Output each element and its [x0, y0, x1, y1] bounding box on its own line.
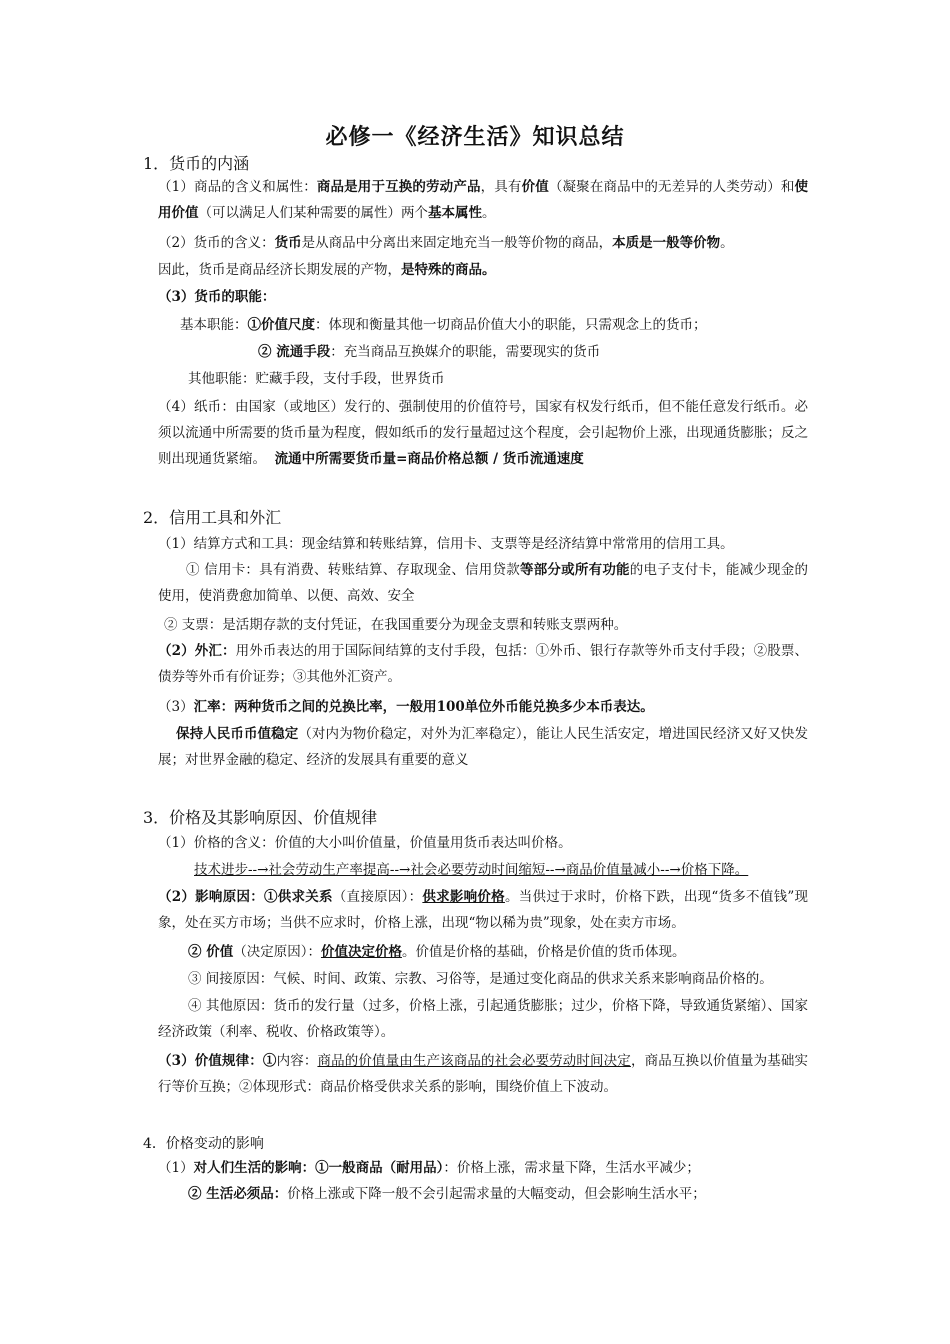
bold-text: （2）外汇： — [158, 643, 236, 659]
text: ，具有 — [480, 179, 522, 195]
s4-paragraph-1 — [158, 1158, 808, 1178]
section-1-heading: 1．货币的内涵 — [143, 154, 250, 173]
bold-text: 是特殊的商品。 — [401, 262, 496, 278]
text: ：充当商品互换媒介的职能，需要现实的货币 — [330, 344, 601, 360]
bold-text: 等部分或所有功能 — [519, 562, 630, 578]
text: ，商品互换以价值量为基础实行等价互换；②体现形式：商品价格受供求关系的影响，围绕价值上下波动。 — [158, 1053, 808, 1095]
s3-price-definition: （1）价格的含义：价值的大小叫价值量，价值量用货币表达叫价格。 — [158, 835, 572, 851]
bold-text: （2）影响原因：①供求关系 — [158, 889, 333, 905]
text: （可以满足人们某种需要的属性）两个 — [198, 205, 428, 221]
text: 。 — [482, 205, 496, 221]
bold-text: 汇率：两种货币之间的兑换比率，一般用100单位外币能兑换多少本币表达。 — [193, 699, 654, 715]
s1-paper-money — [158, 394, 808, 472]
s1-basic-function-2 — [258, 342, 908, 362]
text: （对内为物价稳定，对外为汇率稳定），能让人民生活安定，增进国民经济又好又快发展；对世界金融的稳定、经济的发展具有重要的意义 — [158, 726, 809, 768]
s2-credit-card — [158, 557, 808, 609]
section-3-heading: 3．价格及其影响原因、价值规律 — [143, 808, 378, 827]
text: 。当供过于求时，价格下跌，出现“货多不值钱”现象，处在买方市场；当供不应求时，价格上涨，出现“物以稀为贵”现象，处在卖方市场。 — [158, 889, 808, 931]
text: （决定原因）： — [233, 944, 321, 960]
text: （凝聚在商品中的无差异的人类劳动）和 — [548, 179, 795, 195]
bold-text: ② 生活必须品： — [188, 1186, 288, 1202]
text: 内容： — [276, 1053, 318, 1069]
section-2-heading: 2．信用工具和外汇 — [143, 508, 282, 527]
formula: 流通中所需要货币量=商品价格总额 / 货币流通速度 — [274, 451, 584, 467]
bold-text: 保持人民币币值稳定 — [176, 726, 299, 742]
text: ：价格上涨，需求量下降，生活水平减少； — [443, 1160, 700, 1176]
text: （直接原因）： — [332, 889, 423, 905]
text: 因此，货币是商品经济长期发展的产物， — [158, 262, 401, 278]
s3-law-of-value — [158, 1048, 808, 1100]
s1-money-functions-heading — [158, 287, 808, 307]
bold-text: 基本属性 — [428, 205, 482, 221]
bold-text: 商品是用于互换的劳动产品 — [316, 179, 481, 195]
text: ：体现和衡量其他一切商品价值大小的职能，只需观念上的货币； — [315, 317, 707, 333]
underlined-text: 商品的价值量由生产该商品的社会必要劳动时间决定 — [317, 1053, 631, 1069]
s2-foreign-exchange — [158, 638, 808, 690]
bold-text: （3）价值规律：① — [158, 1053, 277, 1069]
s3-value — [188, 942, 838, 962]
bold-text: 使用价值 — [158, 179, 809, 221]
s1-basic-function-1 — [180, 315, 830, 335]
bold-underlined-text: 供求影响价格 — [422, 889, 505, 905]
s3-other-factors: ④ 其他原因：货币的发行量（过多，价格上涨，引起通货膨胀；过少，价格下降，导致通货紧缩）、国家经济政策（利率、税收、价格政策等）。 — [158, 998, 808, 1040]
bold-text: 货币 — [274, 235, 302, 251]
s3-chain: 技术进步--→社会劳动生产率提高--→社会必要劳动时间缩短--→商品价值量减小--→价格下降。 — [194, 862, 749, 878]
s1-paragraph-1 — [158, 174, 808, 226]
s3-supply-demand — [158, 884, 808, 936]
bold-text: 本质是一般等价物 — [612, 235, 721, 251]
s1-paragraph-2 — [158, 233, 808, 253]
s3-indirect-factors: ③ 间接原因：气候、时间、政策、宗教、习俗等，是通过变化商品的供求关系来影响商品价格的。 — [188, 971, 773, 987]
s1-paragraph-3 — [158, 260, 808, 280]
document-title: 必修一《经济生活》知识总结 — [325, 124, 625, 150]
s2-exchange-rate — [158, 697, 808, 717]
bold-text: （3）货币的职能： — [158, 289, 276, 305]
s2-check: ② 支票：是活期存款的支付凭证，在我国重要分为现金支票和转账支票两种。 — [164, 617, 628, 633]
bold-text: ② 流通手段 — [258, 344, 331, 360]
bold-underlined-text: 价值决定价格 — [320, 944, 402, 960]
bold-text: 对人们生活的影响：①一般商品（耐用品） — [193, 1160, 444, 1176]
s4-paragraph-2 — [188, 1184, 838, 1204]
bold-text: ①价值尺度 — [247, 317, 315, 333]
s1-other-functions: 其他职能：贮藏手段，支付手段，世界货币 — [188, 371, 445, 387]
text: 。 — [720, 235, 734, 251]
text: （1）商品的含义和属性： — [158, 179, 317, 195]
text: ① 信用卡：具有消费、转账结算、存取现金、信用贷款 — [186, 562, 520, 578]
text: （2）货币的含义： — [158, 235, 275, 251]
text: 是从商品中分离出来固定地充当一般等价物的商品， — [301, 235, 613, 251]
text: （3） — [158, 699, 194, 715]
section-4-heading: 4．价格变动的影响 — [143, 1136, 264, 1152]
text: 基本职能： — [180, 317, 248, 333]
text: 的电子支付卡，能减少现金的使用，使消费愈加简单、以便、高效、安全 — [158, 562, 809, 604]
text: 价格上涨或下降一般不会引起需求量的大幅变动，但会影响生活水平； — [287, 1186, 706, 1202]
text: 用外币表达的用于国际间结算的支付手段，包括：①外币、银行存款等外币支付手段；②股票、债券等外币有价证券；③其他外汇资产。 — [158, 643, 808, 685]
s2-rmb-stability — [158, 721, 808, 773]
text: （1） — [158, 1160, 194, 1176]
text: 。价值是价格的基础，价格是价值的货币体现。 — [401, 944, 686, 960]
bold-text: ② 价值 — [188, 944, 234, 960]
bold-text: 价值 — [521, 179, 549, 195]
s2-paragraph-1: （1）结算方式和工具：现金结算和转账结算，信用卡、支票等是经济结算中常常用的信用工具。 — [158, 536, 734, 552]
text: （4）纸币：由国家（或地区）发行的、强制使用的价值符号，国家有权发行纸币，但不能任意发行纸币。必须以流通中所需要的货币量为程度，假如纸币的发行量超过这个程度，会引起物价上涨，出现通货膨胀；反之则出现通货紧缩。 — [158, 399, 808, 467]
